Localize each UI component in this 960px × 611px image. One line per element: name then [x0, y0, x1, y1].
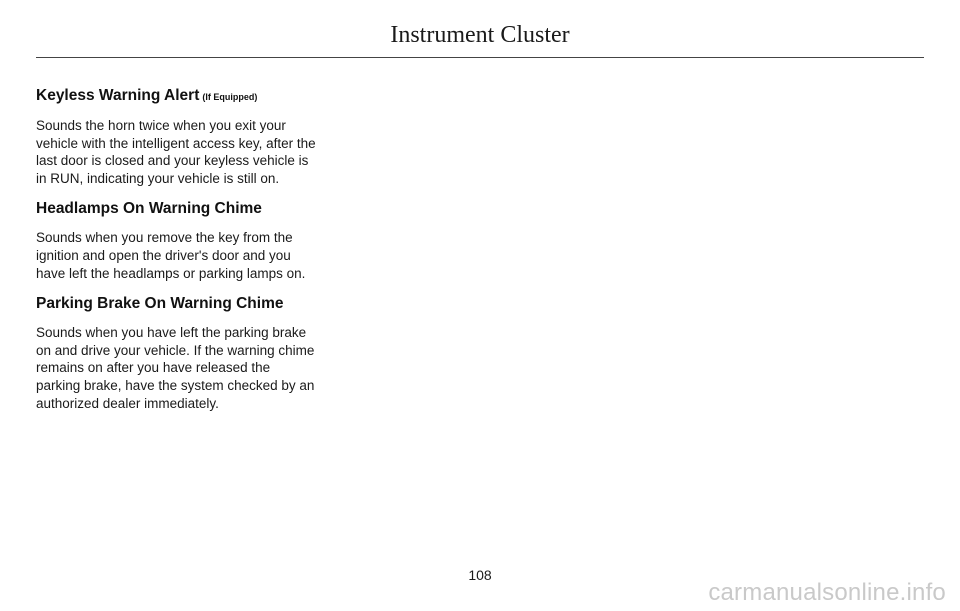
- section-body: Sounds when you have left the parking brake on and drive your vehicle. If the warning chime remains on after you have released the parking brake, have the system checked by an authorized dealer immediately.: [36, 325, 315, 411]
- section-heading-text: Keyless Warning Alert: [36, 87, 200, 104]
- section-heading: Parking Brake On Warning Chime: [36, 295, 284, 313]
- watermark: carmanualsonline.info: [708, 579, 946, 606]
- page-number: 108: [468, 567, 492, 583]
- section-keyless-warning-alert: [36, 86, 318, 187]
- section-heading-qualifier: (If Equipped): [202, 92, 258, 102]
- section-headlamps-on-warning-chime: [36, 199, 318, 282]
- section-heading: Headlamps On Warning Chime: [36, 200, 262, 218]
- section-body: Sounds when you remove the key from the ignition and open the driver's door and you have left the headlamps or parking lamps on.: [36, 230, 306, 281]
- section-body: Sounds the horn twice when you exit your vehicle with the intelligent access key, after the last door is closed and your keyless vehicle is in RUN, indicating your vehicle is still on.: [36, 118, 316, 186]
- section-parking-brake-on-warning-chime: [36, 294, 318, 412]
- page-title: Instrument Cluster: [390, 22, 570, 48]
- header-divider: [36, 57, 924, 58]
- section-heading: [36, 86, 318, 107]
- content-column: [36, 86, 318, 424]
